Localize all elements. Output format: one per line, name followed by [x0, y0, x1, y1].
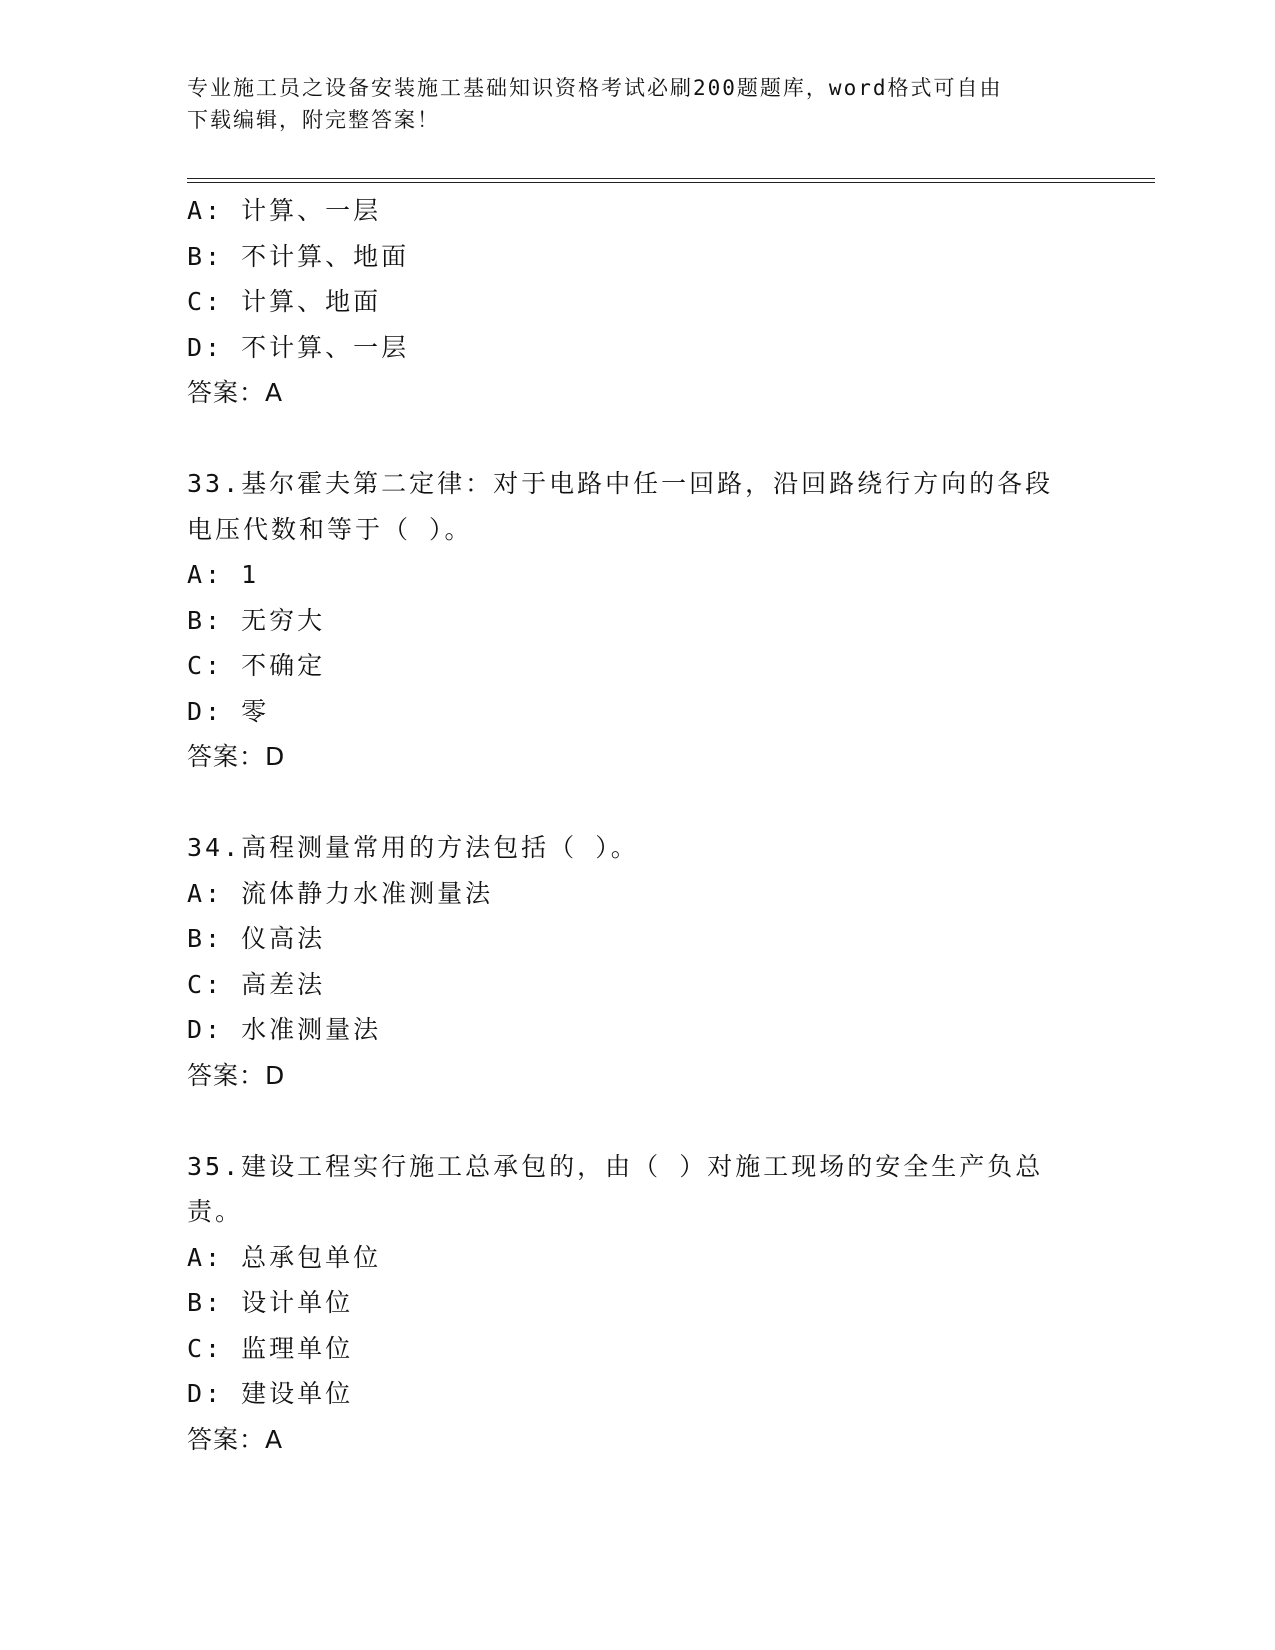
- question-block-35: [187, 1144, 1087, 1463]
- option-b: B: 仪高法: [187, 924, 326, 953]
- document-header: [187, 72, 1087, 136]
- option-d: D: 水准测量法: [187, 1015, 382, 1044]
- answer: 答案：A: [187, 378, 284, 407]
- answer: 答案：A: [187, 1424, 284, 1454]
- question-block-34: [187, 825, 1087, 1098]
- option-c: C: 监理单位: [187, 1333, 354, 1363]
- answer: 答案：D: [187, 1060, 286, 1090]
- option-c: C: 不确定: [187, 651, 326, 680]
- option-b: B: 无穷大: [187, 605, 326, 635]
- option-c: C: 高差法: [187, 969, 326, 999]
- answer: 答案：D: [187, 742, 286, 771]
- header-line-1: 专业施工员之设备安装施工基础知识资格考试必刷200题题库，word格式可自由: [187, 76, 1003, 100]
- option-d: D: 零: [187, 696, 270, 726]
- option-b: B: 不计算、地面: [187, 241, 410, 271]
- question-stem: 34.高程测量常用的方法包括（ ）。: [187, 833, 639, 862]
- option-b: B: 设计单位: [187, 1288, 354, 1317]
- question-block-33: [187, 461, 1087, 780]
- option-a: A: 计算、一层: [187, 196, 382, 225]
- option-c: C: 计算、地面: [187, 287, 382, 316]
- header-rule-bottom: [187, 182, 1155, 183]
- header-rule-top: [187, 178, 1155, 179]
- option-d: D: 建设单位: [187, 1379, 354, 1408]
- option-d: D: 不计算、一层: [187, 332, 410, 362]
- question-stem-continued: 责。: [187, 1197, 244, 1226]
- question-stem: 33.基尔霍夫第二定律：对于电路中任一回路，沿回路绕行方向的各段: [187, 469, 1054, 498]
- header-line-2: 下载编辑，附完整答案！: [187, 108, 440, 132]
- option-a: A: 总承包单位: [187, 1242, 382, 1272]
- question-block-partial: [187, 188, 1087, 416]
- question-stem: 35.建设工程实行施工总承包的，由（ ）对施工现场的安全生产负总: [187, 1151, 1044, 1181]
- option-a: A: 1: [187, 560, 260, 589]
- option-a: A: 流体静力水准测量法: [187, 878, 494, 908]
- question-stem-continued: 电压代数和等于（ ）。: [187, 514, 473, 544]
- document-body: [187, 188, 1087, 1462]
